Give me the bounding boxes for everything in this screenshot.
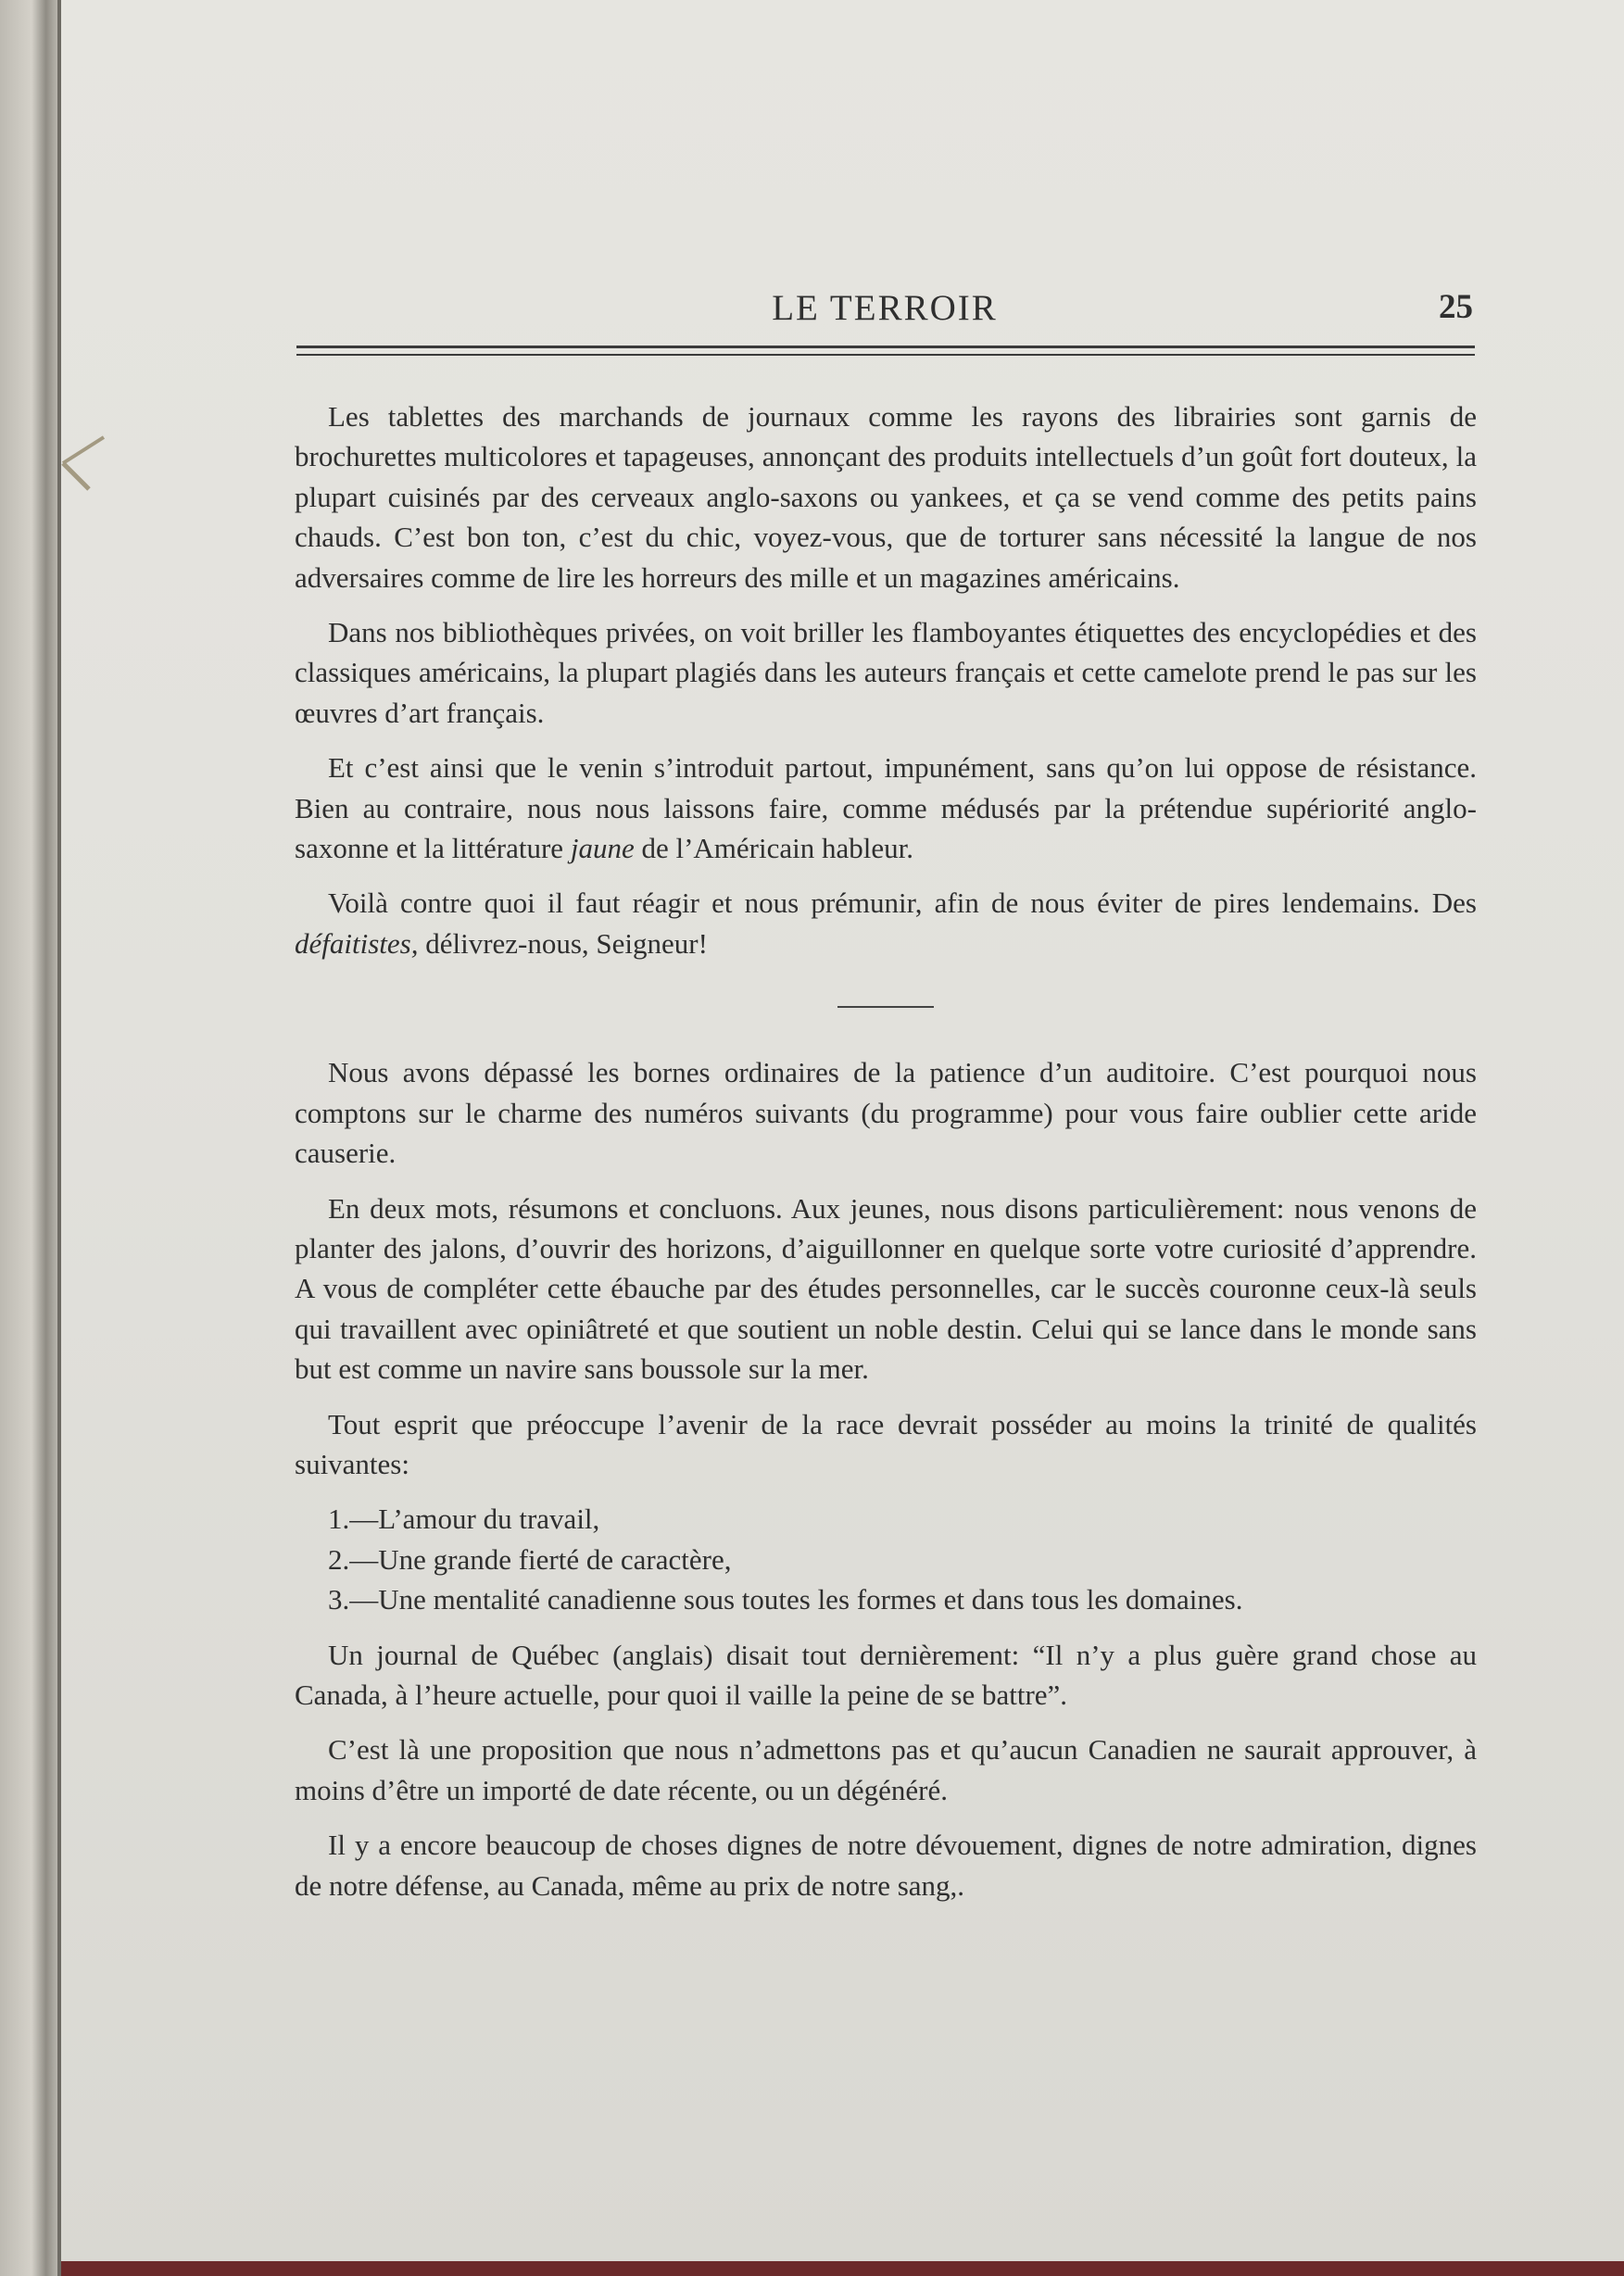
bottom-cover-strip: [61, 2261, 1624, 2276]
paragraph-9: C’est là une proposition que nous n’admettons pas et qu’aucun Canadien ne saurait approuver, à moins d’être un importé de date récente, ou un dégénéré.: [295, 1733, 1477, 1806]
page-content: [295, 396, 1477, 1920]
quality-item-2: 2.—Une grande fierté de caractère,: [328, 1542, 732, 1576]
header-rule: [296, 346, 1475, 348]
paragraph-2: Dans nos bibliothèques privées, on voit briller les flamboyantes étiquettes des encyclopédies et des classiques américains, la plupart plagiés dans les auteurs français et cette camelote prend le pas sur les œuvres d’art français.: [295, 616, 1477, 729]
quality-item-3: 3.—Une mentalité canadienne sous toutes les formes et dans tous les domaines.: [328, 1583, 1243, 1616]
book-edge: [0, 0, 57, 2276]
qualities-list: [295, 1499, 1477, 1619]
page-number: 25: [1439, 288, 1473, 326]
paragraph-3-text-b: de l’Américain hableur.: [634, 832, 913, 865]
paragraph-3-text-a: Et c’est ainsi que le venin s’introduit partout, impunément, sans qu’on lui oppose de résistance. Bien au contraire, nous nous laissons faire, comme médusés par la prétendue supériorité anglo-saxonne et la littérature: [295, 751, 1477, 865]
paragraph-4-text-a: Voilà contre quoi il faut réagir et nous prémunir, afin de nous éviter de pires lendemains. Des: [328, 887, 1477, 920]
paragraph-8: Un journal de Québec (anglais) disait tout dernièrement: “Il n’y a plus guère grand chose au Canada, à l’heure actuelle, pour quoi il vaille la peine de se battre”.: [295, 1638, 1477, 1711]
page-header: [296, 278, 1473, 343]
paragraph-4-text-b: délivrez-nous, Seigneur!: [418, 926, 708, 960]
running-title: LE TERROIR: [772, 288, 998, 328]
binding-thread: [61, 435, 106, 491]
header-rule-double: [296, 354, 1475, 356]
section-separator: [837, 1006, 934, 1008]
emphasis-defaitistes: défaitistes,: [295, 926, 419, 960]
gutter-line: [57, 0, 61, 2276]
paragraph-5: Nous avons dépassé les bornes ordinaires de la patience d’un auditoire. C’est pourquoi nous comptons sur le charme des numéros suivants (du programme) pour vous faire oublier cette aride causerie.: [295, 1056, 1477, 1170]
emphasis-jaune: jaune: [570, 832, 635, 865]
paragraph-3: [295, 748, 1477, 868]
paragraph-6: En deux mots, résumons et concluons. Aux jeunes, nous disons particulièrement: nous venons de planter des jalons, d’ouvrir des horizons, d’aiguillonner en quelque sorte votre curiosité d’apprendre. A vous de compléter cette ébauche par des études personnelles, car le succès couronne ceux-là seuls qui travaillent avec opiniâtreté et que soutient un noble destin. Celui qui se lance dans le monde sans but est comme un navire sans boussole sur la mer.: [295, 1191, 1477, 1386]
paragraph-4: [295, 883, 1477, 963]
quality-item-1: 1.—L’amour du travail,: [328, 1503, 600, 1536]
paragraph-1: Les tablettes des marchands de journaux comme les rayons des librairies sont garnis de brochurettes multicolores et tapageuses, annonçant des produits intellectuels d’un goût fort douteux, la plupart cuisinés par des cerveaux anglo-saxons ou yankees, et ça se vend comme des petits pains chauds. C’est bon ton, c’est du chic, voyez-vous, que de torturer sans nécessité la langue de nos adversaires comme de lire les horreurs des mille et un magazines américains.: [295, 400, 1477, 594]
paragraph-10: Il y a encore beaucoup de choses dignes de notre dévouement, dignes de notre admiration, dignes de notre défense, au Canada, même au prix de notre sang,.: [295, 1829, 1477, 1902]
paragraph-7: Tout esprit que préoccupe l’avenir de la race devrait posséder au moins la trinité de qualités suivantes:: [295, 1407, 1477, 1480]
